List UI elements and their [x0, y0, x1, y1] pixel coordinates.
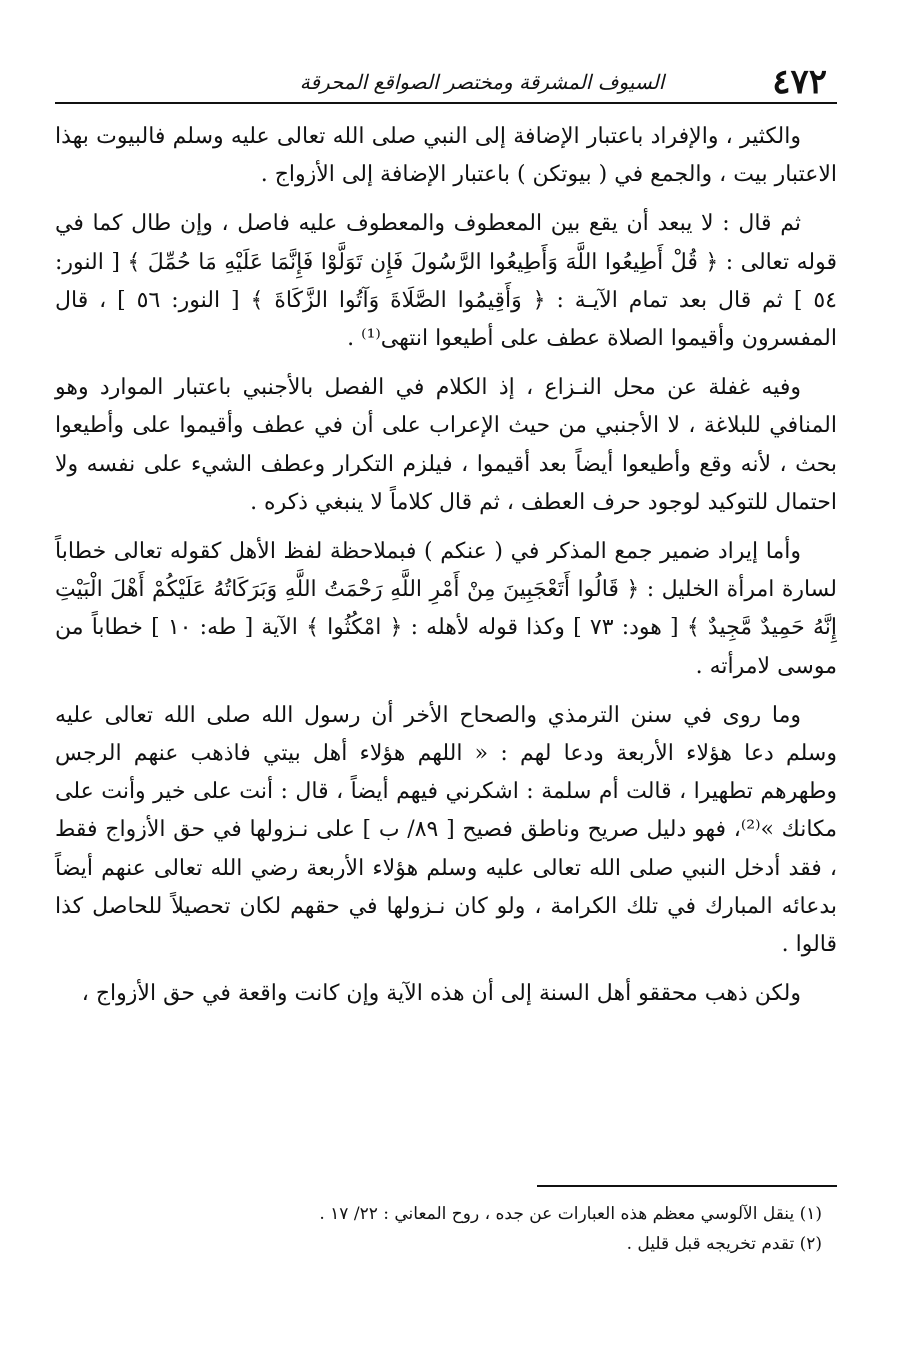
page-header	[55, 60, 837, 104]
paragraph: ثم قال : لا يبعد أن يقع بين المعطوف والمعطوف عليه فاصل ، وإن طال كما في قوله تعالى : ﴿ قُلْ أَطِيعُوا اللَّهَ وَأَطِيعُوا الرَّسُولَ فَإِن تَوَلَّوْا فَإِنَّمَا عَلَيْهِ مَا حُمِّلَ ﴾ [ النور: ٥٤ ] ثم قال بعد تمام الآيـة : ﴿ وَأَقِيمُوا الصَّلَاةَ وَآتُوا الزَّكَاةَ ﴾ [ النور: ٥٦ ] ، قال المفسرون وأقيموا الصلاة عطف على أطيعوا انتهى⁽¹⁾ .	[55, 211, 837, 352]
header-rule	[55, 102, 837, 104]
footnote: (١) ينقل الآلوسي معظم هذه العبارات عن جده ، روح المعاني : ٢٢/ ١٧ .	[319, 1204, 822, 1224]
footnote: (٢) تقدم تخريجه قبل قليل .	[626, 1234, 822, 1254]
paragraph: وما روى في سنن الترمذي والصحاح الأخر أن رسول الله صلى الله تعالى عليه وسلم دعا هؤلاء الأربعة ودعا لهم : « اللهم هؤلاء أهل بيتي فاذهب عنهم الرجس وطهرهم تطهيرا ، قالت أم سلمة : اشكرني فيهم أيضاً ، قال : أنت على خير وأنت على مكانك »⁽²⁾، فهو دليل صريح وناطق فصيح [ ٨٩/ ب ] على نـزولها في حق الأزواج فقط ، فقد أدخل النبي صلى الله تعالى عليه وسلم هؤلاء الأربعة رضي الله تعالى عنهم أيضاً بدعائه المبارك في تلك الكرامة ، ولو كان نـزولها في حقهم لكان تحصيلاً للحاصل كذا قالوا .	[55, 702, 837, 958]
footnote-divider	[537, 1185, 837, 1187]
footnotes	[55, 1199, 822, 1259]
main-text	[55, 118, 837, 1024]
paragraph: وأما إيراد ضمير جمع المذكر في ( عنكم ) فبملاحظة لفظ الأهل كقوله تعالى خطاباً لسارة امرأة الخليل : ﴿ قَالُوا أَتَعْجَبِينَ مِنْ أَمْرِ اللَّهِ رَحْمَتُ اللَّهِ وَبَرَكَاتُهُ عَلَيْكُمْ أَهْلَ الْبَيْتِ إِنَّهُ حَمِيدٌ مَّجِيدٌ ﴾ [ هود: ٧٣ ] وكذا قوله لأهله : ﴿ امْكُثُوا ﴾ الآية [ طه: ١٠ ] خطاباً من موسى لامرأته .	[55, 539, 837, 679]
paragraph: وفيه غفلة عن محل النـزاع ، إذ الكلام في الفصل بالأجنبي باعتبار الموارد وهو المنافي للبلاغة ، لا الأجنبي من حيث الإعراب على أن في عطف وأقيموا على وأطيعوا بحث ، لأنه وقع وأطيعوا أيضاً بعد أقيموا ، فيلزم التكرار وعطف الشيء على نفسه ولا احتمال للتوكيد لوجود حرف العطف ، ثم قال كلاماً لا ينبغي ذكره .	[55, 375, 837, 515]
running-title: السيوف المشرقة ومختصر الصواقع المحرقة	[299, 70, 665, 94]
page-number: ٤٧٢	[772, 62, 827, 102]
paragraph: ولكن ذهب محققو أهل السنة إلى أن هذه الآية وإن كانت واقعة في حق الأزواج ،	[81, 981, 801, 1007]
paragraph: والكثير ، والإفراد باعتبار الإضافة إلى النبي صلى الله تعالى عليه وسلم فالبيوت بهذا الاعتبار بيت ، والجمع في ( بيوتكن ) باعتبار الإضافة إلى الأزواج .	[55, 124, 837, 188]
